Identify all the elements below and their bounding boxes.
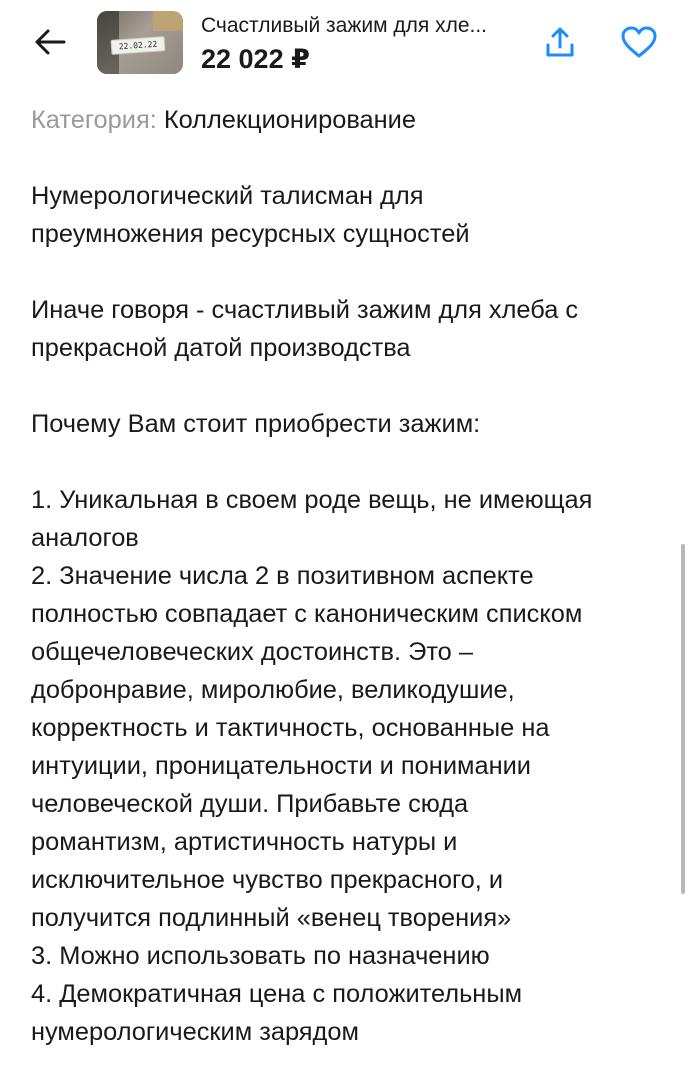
category-value[interactable]: Коллекционирование: [163, 106, 416, 134]
arrow-left-icon: [34, 28, 66, 56]
share-button[interactable]: [538, 20, 582, 64]
spacer: [31, 253, 656, 291]
product-price: 22 022 ₽: [201, 44, 310, 74]
heart-icon: [620, 25, 658, 59]
back-button[interactable]: [28, 20, 72, 64]
description-list: 1. Уникальная в своем роде вещь, не имеющая аналогов 2. Значение числа 2 в позитивном аспекте полностью совпадает с каноническим списком общечеловеческих достоинств. Это – добронравие, миролюбие, великодушие, корректность и тактичность, основанные на интуиции, проницательности и понимании человеческой души. Прибавьте сюда романтизм, артистичность натуры и исключительное чувство прекрасного, и получится подлинный «венец творения» 3. Можно использовать по назначению 4. Демократичная цена с положительным нумерологическим зарядом: [31, 486, 593, 1046]
description-paragraph-1: Нумерологический талисман для преумножения ресурсных сущностей: [31, 182, 470, 248]
category-label: Категория:: [31, 106, 157, 134]
spacer: [31, 443, 656, 481]
thumbnail-highlight: [153, 11, 183, 31]
product-title: Счастливый зажим для хле...: [201, 14, 488, 37]
description-paragraph-2: Иначе говоря - счастливый зажим для хлеба с прекрасной датой производства: [31, 296, 579, 362]
favorite-button[interactable]: [617, 20, 661, 64]
top-bar: [0, 0, 691, 92]
product-thumbnail[interactable]: [97, 11, 183, 74]
category-row: [31, 101, 656, 139]
description-paragraph-3: Почему Вам стоит приобрести зажим:: [31, 410, 481, 438]
spacer: [31, 367, 656, 405]
listing-description: [31, 101, 656, 1051]
thumbnail-clip-label: 22.02.22: [111, 36, 166, 55]
scrollbar[interactable]: [681, 544, 685, 894]
spacer: [31, 139, 656, 177]
share-icon: [543, 25, 577, 59]
